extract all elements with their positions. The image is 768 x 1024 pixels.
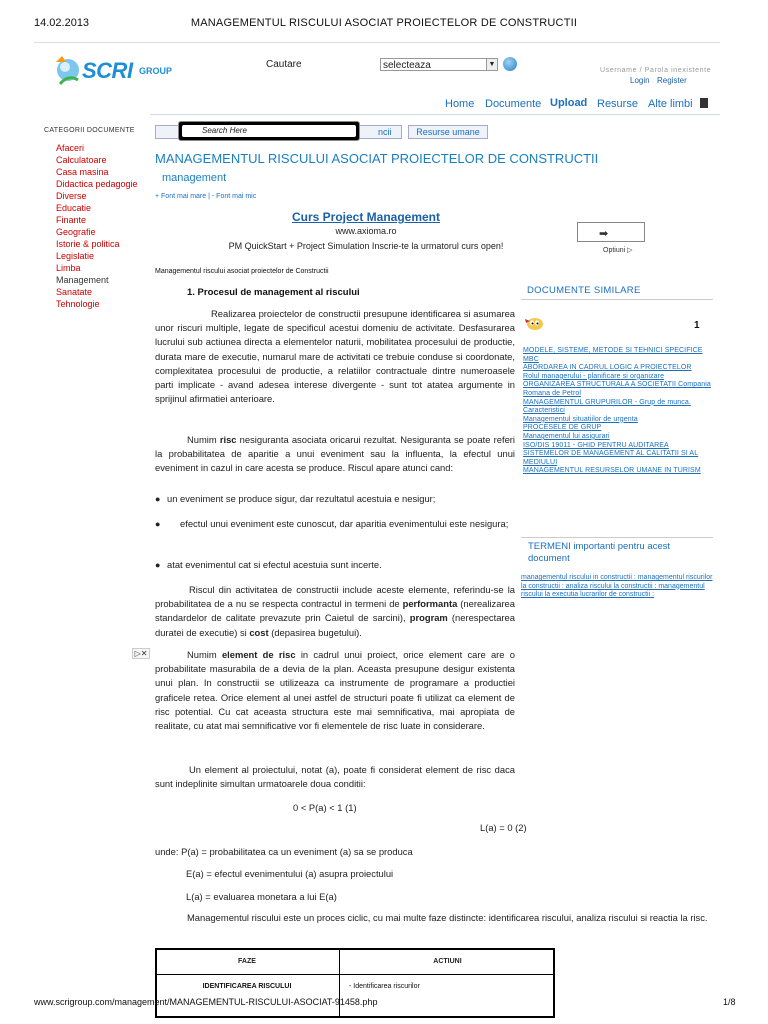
- nav-upload[interactable]: Upload: [550, 97, 588, 109]
- formula-2: L(a) = 0 (2): [480, 822, 527, 833]
- search-go-button[interactable]: [503, 57, 517, 71]
- ad-options[interactable]: Optiuni ▷: [603, 247, 633, 254]
- login-link[interactable]: Login: [630, 76, 650, 85]
- nav-alte-limbi[interactable]: Alte limbi: [648, 98, 693, 110]
- article-category[interactable]: management: [162, 172, 227, 184]
- font-size-links: [155, 193, 256, 200]
- category-management[interactable]: Management: [56, 275, 109, 285]
- category-calculatoare[interactable]: Calculatoare: [56, 155, 107, 165]
- similar-doc-link[interactable]: ISO/DIS 19011 - GHID PENTRU AUDITAREA SISTEMELOR DE MANAGEMENT AL CALITATII SI AL MEDIULUI: [523, 441, 699, 466]
- categories-title: CATEGORII DOCUMENTE: [44, 127, 135, 134]
- bullet-dot-icon: ●: [155, 494, 161, 504]
- p2-risc: risc: [219, 434, 237, 445]
- document-icon[interactable]: [700, 98, 708, 108]
- definition-l: L(a) = evaluarea monetara a lui E(a): [186, 891, 337, 902]
- p3-g: (depasirea bugetului).: [268, 626, 362, 638]
- header-divider: [34, 42, 720, 43]
- p3-program: program: [409, 612, 448, 624]
- definition-p: unde: P(a) = probabilitatea ca un eveniment (a) sa se produca: [155, 846, 413, 857]
- similar-doc-link[interactable]: Managementul situatiilor de urgenta: [523, 415, 638, 423]
- ad-block: [200, 208, 532, 226]
- table-header-actiuni: ACTIUNI: [433, 958, 462, 965]
- formula-1: 0 < P(a) < 1 (1): [293, 802, 357, 813]
- nav-resurse[interactable]: Resurse: [597, 98, 638, 110]
- similar-doc-link[interactable]: MODELE, SISTEME, METODE SI TEHNICI SPECIFICE MBC: [523, 347, 703, 363]
- nav-documente[interactable]: Documente: [485, 98, 542, 110]
- p4-element-de-risc: element de risc: [221, 649, 296, 660]
- print-date: 14.02.2013: [34, 17, 90, 29]
- tab-fragment[interactable]: [155, 125, 179, 139]
- footer-url: www.scrigroup.com/management/MANAGEMENTUL-RISCULUI-ASOCIAT-91458.php: [34, 997, 378, 1007]
- termeni-links[interactable]: managementul riscului in constructii : managementul riscurilor la constructii : analiza riscului la constructii : managementul riscului la executia lucrarilor de constructii :: [521, 574, 713, 599]
- similar-doc-link[interactable]: ABORDAREA IN CADRUL LOGIC A PROIECTELOR: [523, 364, 692, 372]
- search-input[interactable]: Search Here: [182, 125, 356, 137]
- article-title: MANAGEMENTUL RISCULUI ASOCIAT PROIECTELOR DE CONSTRUCTII: [155, 151, 599, 166]
- bullet-dot-icon: ●: [155, 560, 161, 570]
- tab-finantare-label: ncii: [378, 127, 392, 137]
- nav-divider: [150, 114, 720, 115]
- ad-description: PM QuickStart + Project Simulation Inscrie-te la urmatorul curs open!: [228, 241, 504, 251]
- ad-url[interactable]: www.axioma.ro: [335, 226, 397, 236]
- print-title: MANAGEMENTUL RISCULUI ASOCIAT PROIECTELOR DE CONSTRUCTII: [190, 17, 578, 29]
- table-cell-faza: IDENTIFICAREA RISCULUI: [202, 983, 292, 990]
- ad-arrow-button[interactable]: [577, 222, 645, 242]
- table-cell-actiune: - Identificarea riscurilor: [349, 983, 420, 990]
- p3-e: (nerespectarea duratei de executie) si: [155, 612, 515, 638]
- chevron-down-icon[interactable]: ▼: [486, 59, 497, 70]
- bullet-3-text: atat evenimentul cat si efectul acestuia sunt incerte.: [167, 559, 382, 570]
- smiley-icon: [524, 316, 544, 331]
- categories-list: [56, 142, 138, 310]
- bullet-1-text: un eveniment se produce sigur, dar rezultatul acestuia e nesigur;: [167, 493, 436, 504]
- p3-a: Riscul din activitatea de constructii include aceste elemente, referindu-se la probabilitatea de a nu se respecta contractul in termeni de: [155, 584, 515, 610]
- tab-finantare[interactable]: [360, 125, 402, 139]
- paragraph-3: [155, 583, 515, 640]
- p4-a: Numim: [187, 649, 222, 660]
- category-select[interactable]: [380, 58, 498, 71]
- ad-title[interactable]: Curs Project Management: [291, 210, 441, 224]
- similar-doc-link[interactable]: ORGANIZAREA STRUCTURALA A SOCIETATII Compania Romana de Petrol: [523, 381, 711, 397]
- category-limba[interactable]: Limba: [56, 263, 81, 273]
- category-sanatate[interactable]: Sanatate: [56, 287, 93, 297]
- section-heading: 1. Procesul de management al riscului: [187, 287, 360, 298]
- similar-doc-link[interactable]: Rolul managerului - planificare si organizare: [523, 372, 665, 380]
- category-select-value: selecteaza: [383, 60, 431, 71]
- login-status-text: Username / Parola inexistente: [600, 67, 712, 74]
- similar-doc-link[interactable]: PROCESELE DE GRUP: [523, 424, 602, 432]
- category-legislatie[interactable]: Legislatie: [56, 251, 95, 261]
- search-overlay[interactable]: [178, 121, 360, 141]
- logo-group-text: GROUP: [139, 66, 173, 76]
- register-link[interactable]: Register: [657, 76, 687, 85]
- paragraph-5: Un element al proiectului, notat (a), poate fi considerat element de risc daca sunt indeplinite simultan urmatoarele doua conditii:: [155, 764, 515, 790]
- category-didactica[interactable]: Didactica pedagogie: [56, 179, 138, 189]
- p2-c: nesiguranta asociata oricarui rezultat. Nesiguranta se poate referi la probabilitatea de aparitie a unui eveniment sau la influenta, la efectul unui eveniment in cazul in care acesta se produce. Riscul apare atunci cand:: [155, 434, 516, 474]
- breadcrumb: Managementul riscului asociat proiectelor de Constructii: [155, 268, 329, 275]
- category-educatie[interactable]: Educatie: [56, 203, 92, 213]
- similar-docs-list: [523, 347, 713, 476]
- similar-count: 1: [694, 320, 700, 331]
- category-tehnologie[interactable]: Tehnologie: [56, 299, 100, 309]
- paragraph-4: [155, 648, 515, 733]
- category-geografie[interactable]: Geografie: [56, 227, 96, 237]
- nav-home[interactable]: Home: [445, 98, 475, 110]
- p3-c: (nerealizarea standardelor de calitate prevazute prin Caietul de sarcini),: [155, 598, 515, 624]
- table-divider-horizontal: [155, 974, 555, 975]
- p4-c: in cadrul unui proiect, orice element care are o probabilitate masurabila de a devia de la plan. Aceasta presupune desigur existenta unui plan. In constructii se utilizeaza ca instrumente de programare a productiei graficele retea. Orice element al unei astfel de structuri poate fi utilizat ca element de risc potential. Cu cat aceasta structura este mai semnificativa, mai apropiata de realitate, cu atat mai semnificative vor fi elementele de risc luate in considerare.: [155, 649, 516, 732]
- paragraph-1: Realizarea proiectelor de constructii presupune identificarea si asumarea unor riscuri multiple, legate de specificul acestui domeniu de activitate. Desfasurarea lucrului sub actiunea directa a elementelor naturii, mobilitatea procesului de productie, durata mare de executie, numarul mare de activitati ce trebuie conduse si coordonate, complexitatea procesului de productie, a relatiilor contractuale dintre numeroasele parti implicate - avand adesea interese divergente - sunt tot atatea argumente in sprijinul afirmatiei anterioare.: [155, 308, 515, 405]
- category-casa-masina[interactable]: Casa masina: [56, 167, 109, 177]
- similar-divider: [521, 299, 713, 300]
- similar-docs-title: DOCUMENTE SIMILARE: [527, 285, 641, 296]
- footer-page-number: 1/8: [723, 997, 736, 1007]
- logo-text: SCRI: [82, 58, 133, 83]
- category-finante[interactable]: Finante: [56, 215, 87, 225]
- termeni-divider: [521, 537, 713, 538]
- bullet-2-text: efectul unui eveniment este cunoscut, dar aparitia evenimentului este nesigura;: [180, 518, 509, 529]
- p3-cost: cost: [249, 626, 269, 638]
- arrow-right-icon: ➡: [599, 228, 609, 240]
- table-header-faze: FAZE: [238, 958, 256, 965]
- paragraph-6: Managementul riscului este un proces ciclic, cu mai multe faze distincte: identificarea riscului, analiza riscului si reactia la risc.: [187, 912, 708, 923]
- similar-doc-link[interactable]: MANAGEMENTUL GRUPURILOR - Grup de munca. Caracteristici: [523, 398, 691, 415]
- tab-resurse-umane[interactable]: Resurse umane: [408, 125, 488, 139]
- font-bigger-link[interactable]: + Font mai mare: [155, 193, 207, 200]
- search-label: Cautare: [266, 59, 302, 70]
- similar-doc-link[interactable]: MANAGEMENTUL RESURSELOR UMANE IN TURISM: [523, 467, 701, 475]
- definition-e: E(a) = efectul evenimentului (a) asupra proiectului: [186, 868, 394, 879]
- termeni-title: TERMENI importanti pentru acest document: [528, 541, 671, 564]
- category-afaceri[interactable]: Afaceri: [56, 143, 85, 153]
- p3-performanta: performanta: [402, 598, 458, 610]
- font-separator: |: [206, 193, 212, 200]
- bullet-dot-icon: ●: [155, 519, 161, 529]
- category-istorie[interactable]: Istorie & politica: [56, 239, 120, 249]
- font-smaller-link[interactable]: - Font mai mic: [211, 193, 257, 200]
- paragraph-2: [155, 433, 515, 476]
- similar-doc-link[interactable]: Managementul lui asigurari: [523, 432, 610, 440]
- p2-a: Numim: [187, 434, 220, 445]
- category-diverse[interactable]: Diverse: [56, 191, 87, 201]
- ad-close-button[interactable]: ▷✕: [132, 648, 150, 659]
